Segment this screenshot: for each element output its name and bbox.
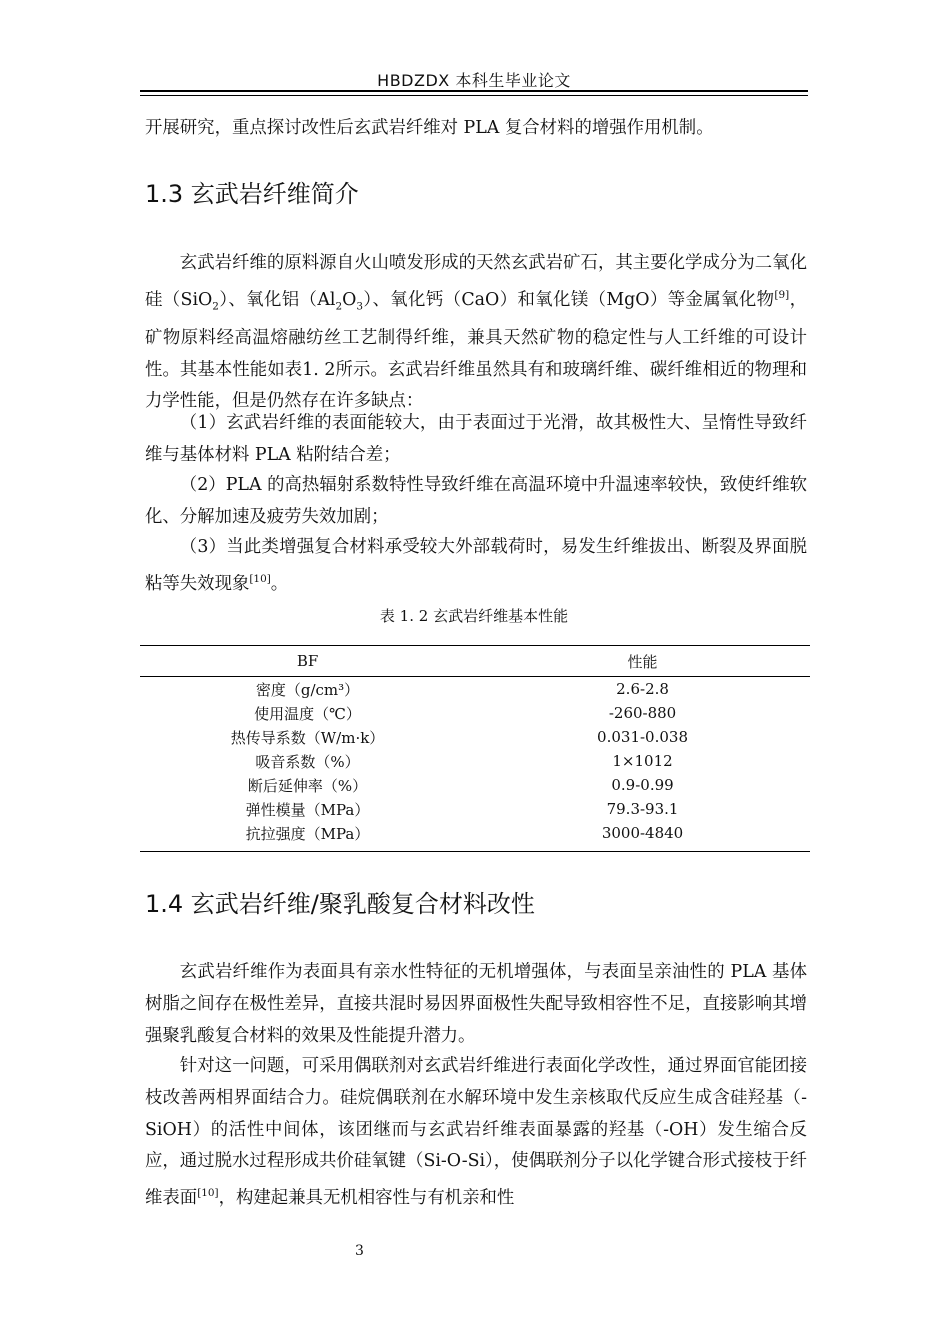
list-item-3: （3）当此类增强复合材料承受较大外部载荷时，易发生纤维拔出、断裂及界面脱粘等失效现象[10]。 <box>145 537 807 594</box>
paragraph-polarity: 玄武岩纤维作为表面具有亲水性特征的无机增强体，与表面呈亲油性的 PLA 基体树脂之间存在极性差异，直接共混时易因界面极性失配导致相容性不足，直接影响其增强聚乳酸复合材料的效果及性能提升潜力。 <box>145 962 807 1046</box>
table-row <box>140 821 810 852</box>
table-cell-value: 0.9-0.99 <box>611 776 674 794</box>
section-heading-1-4: 1.4 玄武岩纤维/聚乳酸复合材料改性 <box>145 890 535 918</box>
table-caption: 表 1. 2 玄武岩纤维基本性能 <box>379 607 569 625</box>
table-cell-value: 3000-4840 <box>475 821 810 852</box>
table-cell-label: 密度（g/cm³） <box>255 680 360 699</box>
table-cell-label: 热传导系数（W/m·k） <box>230 728 385 747</box>
table-cell-label: 弹性模量（MPa） <box>245 800 370 819</box>
table-header-row <box>140 646 810 677</box>
table-row <box>140 677 810 702</box>
table-cell-value: -260-880 <box>608 704 677 722</box>
table-row <box>140 749 810 773</box>
paragraph-coupling-agent: 针对这一问题，可采用偶联剂对玄武岩纤维进行表面化学改性，通过界面官能团接枝改善两相界面结合力。硅烷偶联剂在水解环境中发生亲核取代反应生成含硅羟基（-SiOH）的活性中间体，该团继而与玄武岩纤维表面暴露的羟基（-OH）发生缩合反应，通过脱水过程形成共价硅氧键（Si-O-Si），使偶联剂分子以化学键合形式接枝于纤维表面[10]，构建起兼具无机相容性与有机亲和性 <box>145 1056 807 1208</box>
bf-properties-table <box>140 645 810 852</box>
section-heading-1-3: 1.3 玄武岩纤维简介 <box>145 180 359 208</box>
citation-10-b: [10] <box>197 1187 219 1200</box>
citation-9: [9] <box>774 288 790 301</box>
paragraph-continued: 开展研究，重点探讨改性后玄武岩纤维对 PLA 复合材料的增强作用机制。 <box>145 118 714 138</box>
table-cell-label: 使用温度（℃） <box>254 704 361 723</box>
header-rule-thin <box>140 95 808 96</box>
table-header-bf: BF <box>140 646 475 677</box>
table-cell-value: 1×1012 <box>612 752 673 770</box>
table-row <box>140 725 810 749</box>
table-header-property: 性能 <box>475 646 810 677</box>
table-row <box>140 701 810 725</box>
list-item-2: （2）PLA 的高热辐射系数特性导致纤维在高温环境中升温速率较快，致使纤维软化、分解加速及疲劳失效加剧； <box>145 475 807 527</box>
page-number: 3 <box>355 1243 364 1259</box>
list-item-1: （1）玄武岩纤维的表面能较大，由于表面过于光滑，故其极性大、呈惰性导致纤维与基体材料 PLA 粘附结合差； <box>145 413 807 465</box>
running-header: HBDZDX 本科生毕业论文 <box>377 71 571 90</box>
table-cell-value: 2.6-2.8 <box>616 680 669 698</box>
header-rule-thick <box>140 90 808 92</box>
table-cell-value: 79.3-93.1 <box>606 800 679 818</box>
table-cell-label: 断后延伸率（%） <box>247 776 368 795</box>
table-row <box>140 773 810 797</box>
citation-10: [10] <box>249 572 271 585</box>
table-row <box>140 797 810 821</box>
table-cell-label: 吸音系数（%） <box>255 752 360 771</box>
paragraph-bf-intro: 玄武岩纤维的原料源自火山喷发形成的天然玄武岩矿石，其主要化学成分为二氧化硅（SiO$_2$）、氧化铝$(Al_2O_3)$、氧化钙（CaO）和氧化镁（MgO）等金属氧化物[9]，矿物原料经高温熔融纺丝工艺制得纤维，兼具天然矿物的稳定性与人工纤维的可设计性。其基本性能如表1. 2所示。玄武岩纤维虽然具有和玻璃纤维、碳纤维相近的物理和力学性能，但是仍然存在许多缺点： <box>145 253 807 412</box>
table-cell-value: 0.031-0.038 <box>597 728 688 746</box>
table-cell-label: 抗拉强度（MPa） <box>140 821 475 852</box>
